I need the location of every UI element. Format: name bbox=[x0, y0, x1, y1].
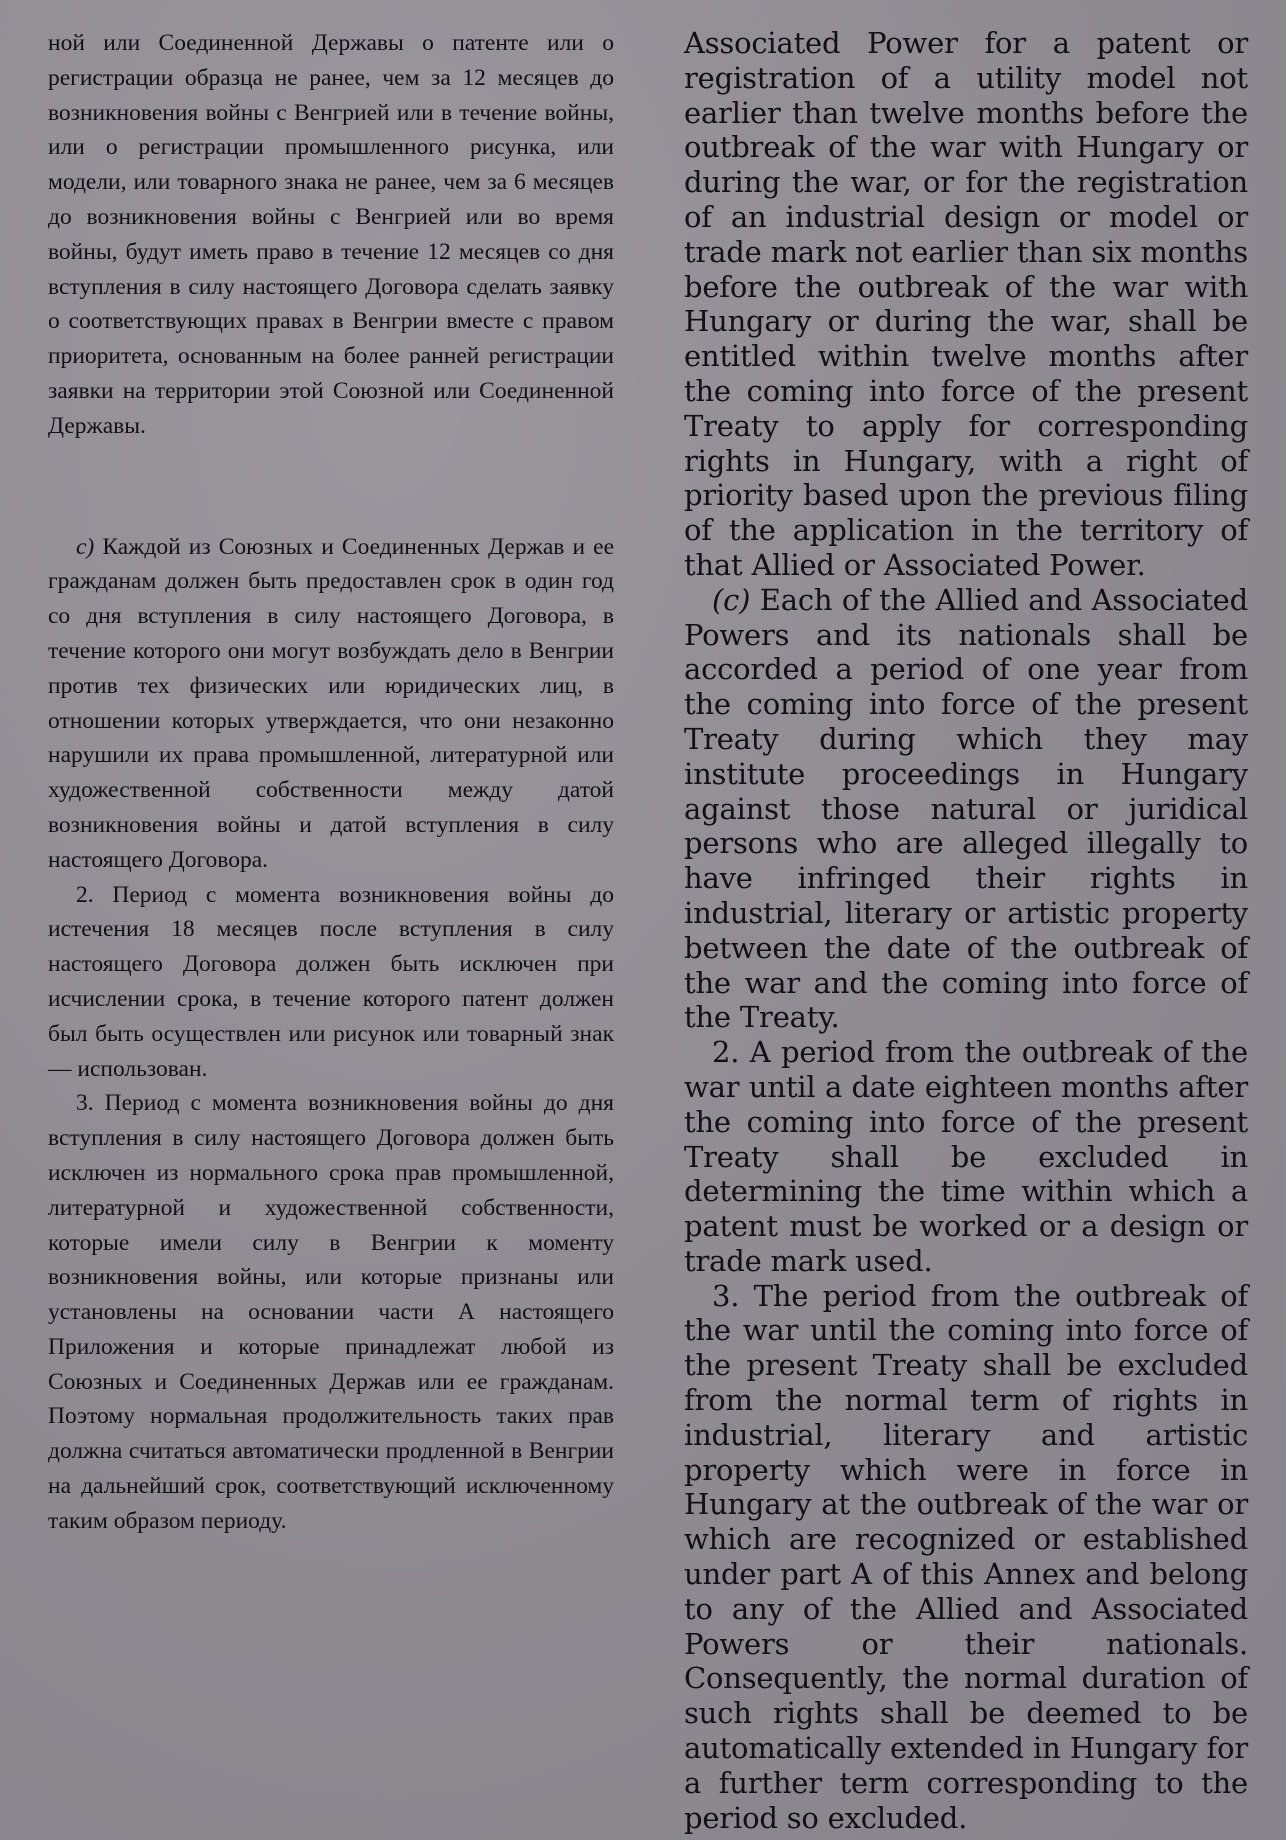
english-column bbox=[684, 26, 1248, 1835]
russian-column bbox=[48, 26, 614, 1539]
russian-paragraph-c bbox=[48, 530, 614, 878]
russian-paragraph-priority-rights: ной или Соединенной Державы о патенте или о регистрации образца не ранее, чем за 12 месяцев до возникновения войны с Венгрией или в течение войны, или о регистрации промышленного рисунка, или модели, или товарного знака не ранее, чем за 6 месяцев до возникновения войны с Венгрией или во время войны, будут иметь право в течение 12 месяцев со дня вступления в силу настоящего Договора сделать заявку о соответствующих правах в Венгрии вместе с правом приоритета, основанным на более ранней регистрации заявки на территории этой Союзной или Соединенной Державы. bbox=[48, 30, 614, 439]
russian-paragraph-2: 2. Период с момента возникновения войны до истечения 18 месяцев после вступления в силу настоящего Договора должен быть исключен при исчислении срока, в течение которого патент должен был быть осуществлен или рисунок или товарный знак — использован. bbox=[48, 881, 614, 1082]
english-paragraph-3: 3. The period from the outbreak of the war until the coming into force of the present Treaty shall be excluded from the normal term of rights in industrial, literary and artistic property which were in force in Hungary at the outbreak of the war or which are recognized or established under part A of this Annex and belong to any of the Allied and Associated Powers or their nationals. Consequently, the normal duration of such rights shall be deemed to be automatically extended in Hungary for a further term corresponding to the period so excluded. bbox=[684, 1278, 1248, 1835]
english-paragraph-priority-rights: Associated Power for a patent or registration of a utility model not earlier than twelve months before the outbreak of the war with Hungary or during the war, or for the registration of an industrial design or model or trade mark not earlier than six months before the outbreak of the war with Hungary or during the war, shall be entitled within twelve months after the coming into force of the present Treaty to apply for corresponding rights in Hungary, with a right of priority based upon the previous filing of the application in the territory of that Allied or Associated Power. bbox=[684, 26, 1248, 582]
russian-paragraph-c-text: Каждой из Союзных и Соединенных Держав и ее гражданам должен быть предоставлен срок в один год со дня вступления в силу настоящего Договора, в течение которого они могут возбуждать дело в Венгрии против тех физических или юридических лиц, в отношении которых утверждается, что они незаконно нарушили их права промышленной, литературной или художественной собственности между датой возникновения войны и датой вступления в силу настоящего Договора. bbox=[48, 533, 615, 873]
russian-clause-label: с) bbox=[76, 533, 95, 560]
english-paragraph-c-text: Each of the Allied and Associated Powers and its nationals shall be accorded a period of one year from the coming into force of the present Treaty during which they may institute proceedings in Hungary against those natural or juridical persons who are alleged illegally to have infringed their rights in industrial, literary or artistic property between the date of the outbreak of the war and the coming into force of the Treaty. bbox=[684, 582, 1248, 1035]
english-paragraph-c bbox=[684, 583, 1248, 1035]
russian-paragraph-3: 3. Период с момента возникновения войны до дня вступления в силу настоящего Договора должен быть исключен из нормального срока прав промышленной, литературной и художественной собственности, которые имели силу в Венгрии к моменту возникновения войны, или которые признаны или установлены на основании части А настоящего Приложения и которые принадлежат любой из Союзных и Соединенных Держав или ее гражданам. Поэтому нормальная продолжительность таких прав должна считаться автоматически продленной в Венгрии на дальнейший срок, соответствующий исключенному таким образом периоду. bbox=[48, 1090, 614, 1534]
russian-spacer bbox=[48, 444, 614, 530]
english-paragraph-2: 2. A period from the outbreak of the war until a date eighteen months after the coming into force of the present Treaty shall be excluded in determining the time within which a patent must be worked or a design or trade mark used. bbox=[684, 1035, 1248, 1278]
english-clause-label: (c) bbox=[712, 582, 751, 617]
